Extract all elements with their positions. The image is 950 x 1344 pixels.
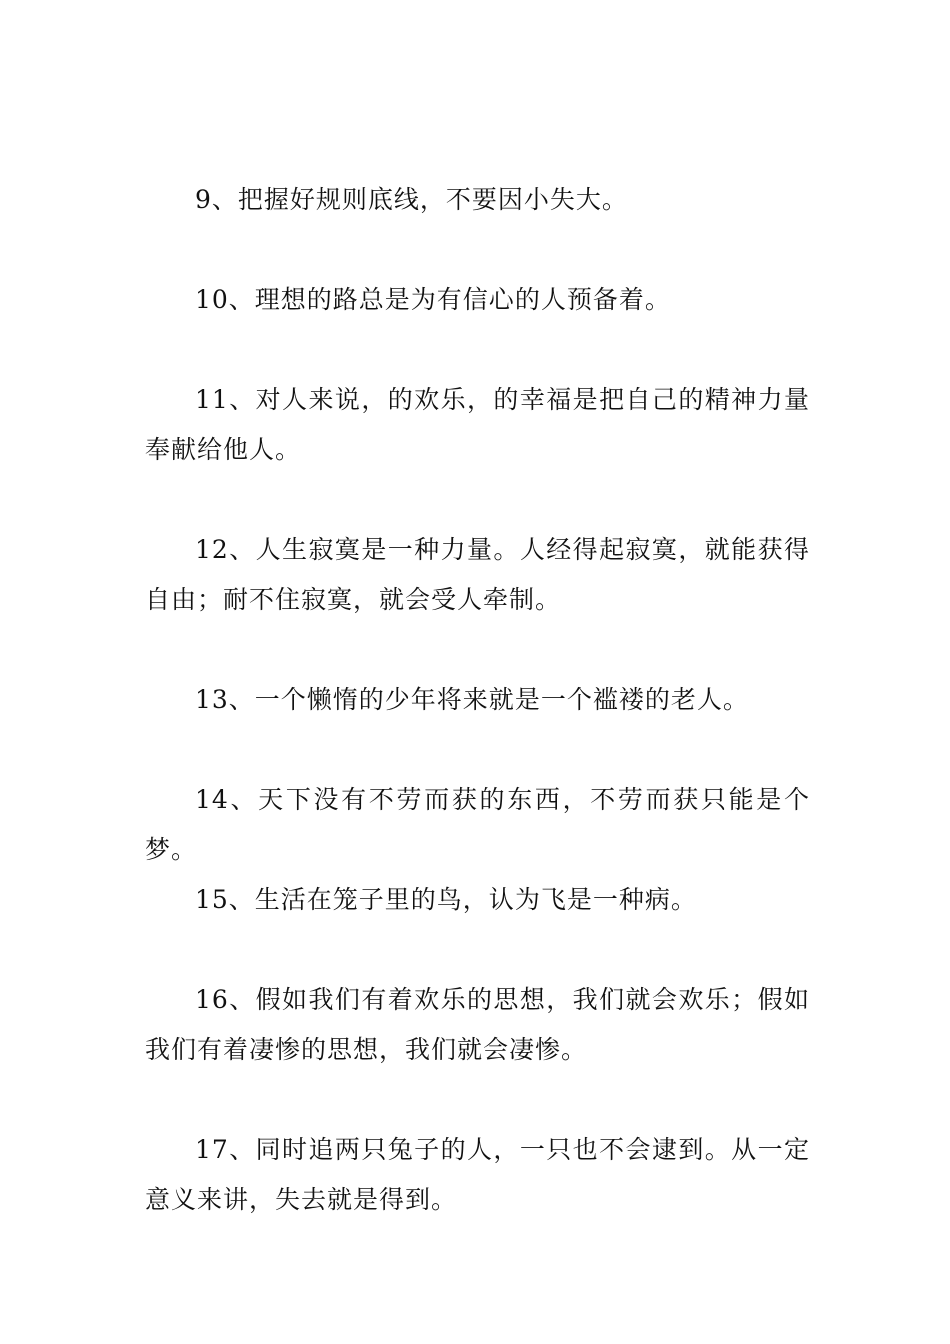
paragraph-15: 15、生活在笼子里的鸟，认为飞是一种病。 (195, 885, 697, 914)
paragraph-12: 12、人生寂寞是一种力量。人经得起寂寞，就能获得自由；耐不住寂寞，就会受人牵制。 (145, 535, 810, 614)
paragraph-14: 14、天下没有不劳而获的东西，不劳而获只能是个梦。 (145, 785, 810, 864)
paragraph-9: 9、把握好规则底线，不要因小失大。 (195, 185, 628, 214)
paragraph-11: 11、对人来说，的欢乐，的幸福是把自己的精神力量奉献给他人。 (145, 385, 810, 464)
paragraph-16: 16、假如我们有着欢乐的思想，我们就会欢乐；假如我们有着凄惨的思想，我们就会凄惨。 (145, 985, 810, 1064)
paragraph-17: 17、同时追两只兔子的人，一只也不会逮到。从一定意义来讲，失去就是得到。 (145, 1135, 810, 1214)
paragraph-13: 13、一个懒惰的少年将来就是一个褴褛的老人。 (195, 685, 749, 714)
paragraph-10: 10、理想的路总是为有信心的人预备着。 (195, 285, 671, 314)
